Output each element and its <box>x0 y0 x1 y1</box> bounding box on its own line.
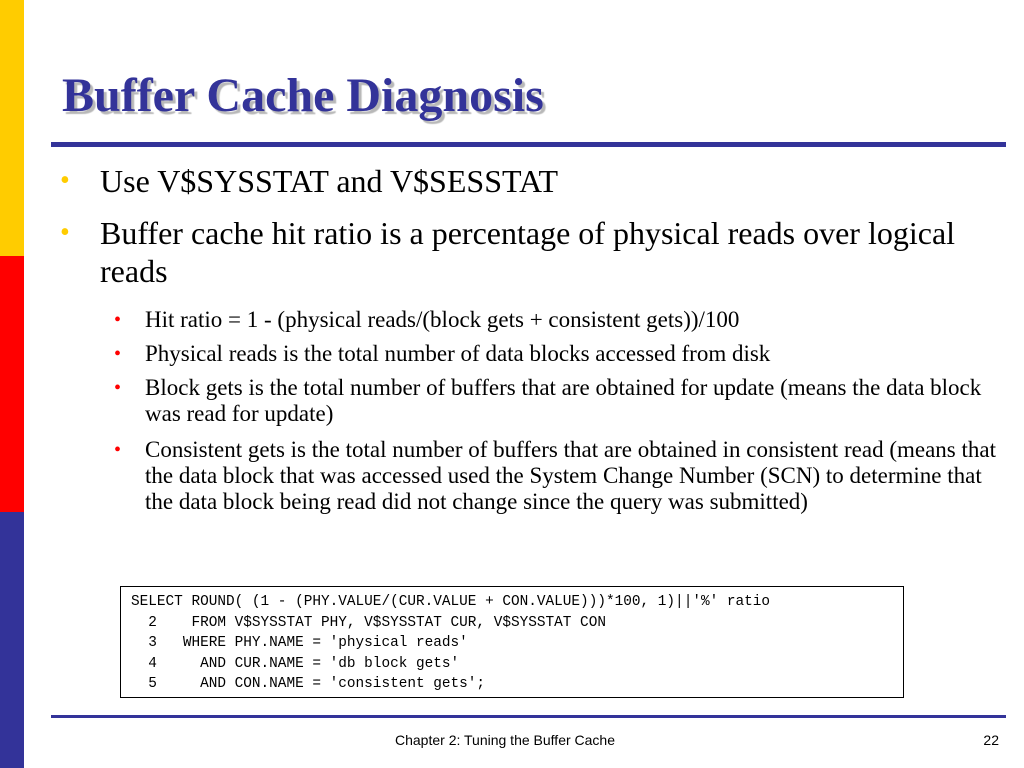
slide-title: Buffer Cache Diagnosis <box>62 69 544 122</box>
sub-bullet-text: Physical reads is the total number of data blocks accessed from disk <box>145 341 771 366</box>
sub-bullet-icon: • <box>114 309 122 331</box>
footer-divider <box>51 715 1006 718</box>
bullet-item <box>60 214 990 290</box>
code-line: 5 AND CON.NAME = 'consistent gets'; <box>131 676 486 693</box>
sub-bullet-item <box>114 341 1005 367</box>
sub-bullet-text: Block gets is the total number of buffers that are obtained for update (means the data block was read for update) <box>145 375 982 426</box>
code-line: 4 AND CUR.NAME = 'db block gets' <box>131 655 460 672</box>
sub-bullet-icon: • <box>114 439 122 461</box>
sub-bullet-item <box>114 307 1005 333</box>
sql-code-box <box>120 586 904 698</box>
sub-bullet-icon: • <box>114 343 122 365</box>
sub-bullet-item <box>114 437 1005 515</box>
sub-bullet-icon: • <box>114 377 122 399</box>
code-line: SELECT ROUND( (1 - (PHY.VALUE/(CUR.VALUE + CON.VALUE)))*100, 1)||'%' ratio <box>131 594 771 610</box>
sub-bullet-text: Consistent gets is the total number of buffers that are obtained in consistent read (means that the data block that was accessed used the System Change Number (SCN) to determine that the data block being read did not change since the query was submitted) <box>145 437 996 514</box>
sub-bullet-text: Hit ratio = 1 - (physical reads/(block gets + consistent gets))/100 <box>145 307 740 332</box>
slide-number: 22 <box>983 732 999 748</box>
code-line: 3 WHERE PHY.NAME = 'physical reads' <box>131 635 468 652</box>
bullet-text: Buffer cache hit ratio is a percentage of physical reads over logical reads <box>100 215 956 289</box>
bullet-icon: • <box>60 165 70 196</box>
bullet-text: Use V$SYSSTAT and V$SESSTAT <box>100 163 559 199</box>
bullet-icon: • <box>60 217 70 248</box>
sub-bullet-item <box>114 375 1005 427</box>
bullet-item <box>60 162 990 200</box>
code-line: 2 FROM V$SYSSTAT PHY, V$SYSSTAT CUR, V$SYSSTAT CON <box>131 614 606 631</box>
footer-chapter-title: Chapter 2: Tuning the Buffer Cache <box>395 732 615 748</box>
